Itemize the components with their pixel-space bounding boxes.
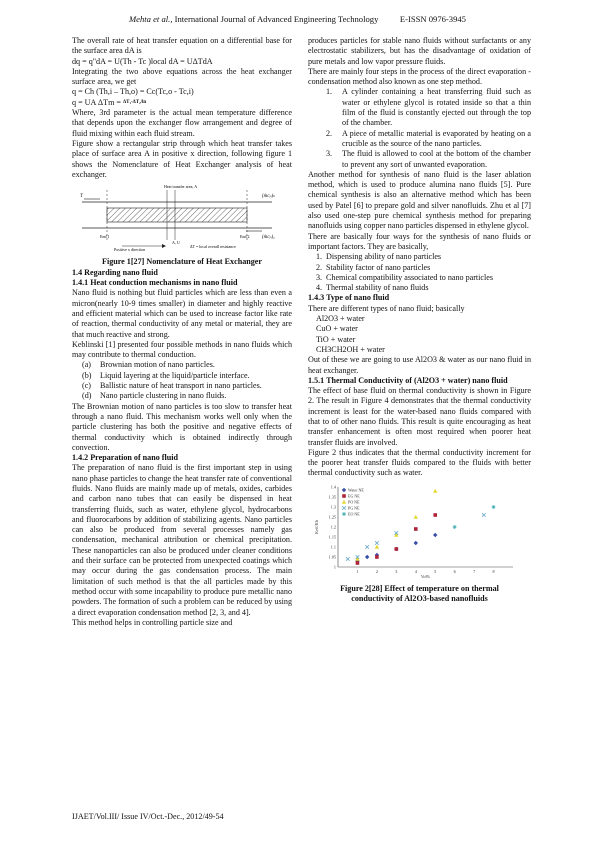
paragraph: This method helps in controlling particle size and — [72, 617, 233, 627]
paragraph: Nano fluid is nothing but fluid particles which are less than even a micron(nearly 10-9 times smaller) in diameter and highly reactive and efficient material which can be used to increase factor like rate of reaction, thermal conductivity of any metal or material, they are that much reactive and strong. — [72, 288, 292, 339]
y-tick-label: 1.15 — [328, 534, 336, 540]
subsection-heading: 1.4.2 Preparation of nano fluid — [72, 453, 178, 463]
data-point — [342, 512, 346, 516]
list-item: 1. Dispensing ability of nano particles — [316, 252, 442, 262]
list-item: 3. Chemical compatibility associated to nano particles — [316, 272, 493, 282]
equation-q: q = Ch (Th,i – Th,o) = Cc(Tc,o - Tc,i) — [72, 87, 194, 97]
figure-1-caption: Figure 1[27] Nomenclature of Heat Exchanger — [102, 257, 262, 267]
data-point — [375, 541, 379, 545]
data-point — [482, 513, 486, 517]
x-tick-label: 7 — [473, 568, 476, 574]
header-authors: Mehta et al. — [129, 14, 171, 24]
paragraph: produces particles for stable nano fluids without surfactants or any electrostatic stabilizers, but has the disadvantage of oxidation of pure metals and low vapor pressure fluids. — [308, 36, 531, 66]
x-tick-label: 6 — [453, 568, 456, 574]
svg-text:(ṁcₚ)ₕ: (ṁcₚ)ₕ — [262, 194, 276, 200]
data-point — [365, 555, 369, 559]
paragraph: Figure 2 thus indicates that the thermal conductivity increment for the poorer heat transfer fluids compared to the fluids with better thermal conductivity such as water. — [308, 447, 531, 478]
heat-exchanger-diagram — [72, 182, 292, 252]
data-point — [492, 505, 496, 509]
data-point — [433, 533, 437, 537]
subsection-heading: 1.4.3 Type of nano fluid — [308, 293, 390, 303]
paragraph: Another method for synthesis of nano fluid is the laser ablation method, which is used to produce alumina nano fluids [5]. Pure chemical synthesis is also an alternative method which has been used by Patel [6] to prepare gold and silver nanofluids. Zhu et al [7] also used one-step pure chemical synthesis method for preparing nanofluids using copper nano particles dispensed in ethylene glycol. — [308, 169, 531, 231]
paragraph: Keblinski [1] presented four possible methods in nano fluids which may contribute to thermal conduction. — [72, 339, 292, 360]
list-item: CH3CH2OH + water — [316, 344, 385, 354]
fig1-label-direction: Positive x direction — [114, 247, 146, 253]
steps-list — [308, 87, 531, 169]
subsection-heading: 1.4.1 Heat conduction mechanisms in nano fluid — [72, 278, 238, 288]
equation-dq: dq = q"dA = U(Th - Tc )local dA = UΔTdA — [72, 56, 213, 66]
paragraph: Figure show a rectangular strip through which heat transfer takes place of surface area A in positive x direction, following figure 1 shows the Nomenclature of Heat Exchanger analysis of heat exchanger. — [72, 138, 292, 179]
y-tick-label: 1.35 — [328, 494, 336, 500]
thermal-conductivity-chart — [308, 481, 531, 579]
data-point — [395, 547, 399, 551]
legend-label: PO NE — [348, 499, 360, 505]
list-item: 4. Thermal stability of nano fluids — [316, 283, 429, 293]
data-point — [346, 557, 350, 561]
x-tick-label: 3 — [395, 568, 398, 574]
figure-2-caption-line1: Figure 2[28] Effect of temperature on thermal — [340, 584, 499, 594]
legend-label: PG NE — [348, 505, 360, 511]
data-point — [365, 545, 369, 549]
running-header — [0, 14, 595, 24]
data-point — [375, 555, 379, 559]
list-item: CuO + water — [316, 324, 358, 334]
equation-fraction-glyph: ΔT₁-ΔT₂/ln — [122, 99, 147, 105]
data-point — [414, 541, 418, 545]
paragraph: There are different types of nano fluid; basically — [308, 303, 465, 313]
paragraph: There are basically four ways for the synthesis of nano fluids or important factors. They are basically, — [308, 231, 531, 251]
paragraph: Out of these we are going to use Al2O3 & water as our nano fluid in heat exchanger. — [308, 355, 531, 375]
y-tick-label: 1.3 — [330, 504, 336, 510]
y-tick-label: 1.1 — [330, 544, 336, 550]
paragraph: Integrating the two above equations across the heat exchanger surface area, we get — [72, 66, 292, 87]
header-issn: E-ISSN 0976-3945 — [399, 14, 466, 24]
paragraph: There are mainly four steps in the process of the direct evaporation - condensation method also known as one step method. — [308, 66, 531, 87]
x-tick-label: 4 — [414, 568, 417, 574]
data-point — [342, 494, 346, 498]
legend-label: EO NE — [348, 511, 360, 517]
list-item: 2. A piece of metallic material is evaporated by heating on a crucible as the source of the nano particles. — [326, 128, 531, 148]
legend-label: Water NE — [348, 487, 364, 493]
list-item: (b) Liquid layering at the liquid/particle interface. — [82, 370, 250, 380]
paragraph: Where, 3rd parameter is the actual mean temperature difference that depends upon the exchanger flow arrangement and degree of fluid mixing within each fluid stream. — [72, 108, 292, 138]
left-column — [72, 36, 292, 628]
list-item: 2. Stability factor of nano particles — [316, 262, 431, 272]
y-tick-label: 1.4 — [330, 484, 336, 490]
x-tick-label: 2 — [375, 568, 378, 574]
paragraph: The preparation of nano fluid is the first important step in using nano phase particles to change the heat transfer rate of conventional fluids. Nano fluids are mainly made up of metals, oxides, carbides and carbon nano tubes that can easily be dispensed in heat transferring fluids, such as water, ethylene glycol, hydrocarbons and fluorocarbons by addition of stabilizing agents. Nano particles can also be produced from several processes namely gas condensation, mechanical attribution or chemical precipitation. These nanoparticles can also be produced under cleaner conditions and their surface can be protected from unexpected coatings which may occur during the gas condensation process. The main limitation of such method is that the all particles made by this method occur with some incapability to produce pure metallic nano powders. The formation of such a problem can be reduced by using a direct evaporation condensation method [2, 3, and 4]. — [72, 463, 292, 617]
fig1-label-end1: End 1 — [100, 234, 110, 240]
data-point — [342, 506, 346, 510]
data-point — [375, 544, 379, 548]
fig1-label-delta: ΔT = local overall resistance — [190, 244, 236, 250]
paragraph: The Brownian motion of nano particles is too slow to transfer heat through a nano fluid. This mechanism works well only when the particle clustering has both the positive and negative effects of thermal conductivity which is obtained indirectly through convection. — [72, 401, 292, 452]
fluid-types-list — [308, 314, 531, 355]
subsection-heading: 1.5.1 Thermal Conductivity of (Al2O3 + water) nano fluid — [308, 375, 508, 385]
section-heading: 1.4 Regarding nano fluid — [72, 267, 158, 277]
list-item: TiO + water — [316, 334, 356, 344]
data-point — [356, 561, 360, 565]
data-point — [433, 488, 437, 492]
legend-label: EG NE — [348, 493, 360, 499]
list-item: Al2O3 + water — [316, 314, 365, 324]
header-journal: , International Journal of Advanced Engineering Technology — [170, 14, 379, 24]
data-point — [414, 527, 418, 531]
figure-2-caption-line2: conductivity of Al2O3-based nanofluids — [351, 594, 488, 604]
data-point — [414, 514, 418, 518]
data-point — [342, 488, 346, 492]
list-item: (c) Ballistic nature of heat transport in nano particles. — [82, 381, 262, 391]
mechanism-list — [72, 360, 292, 401]
data-point — [342, 499, 346, 503]
equation-q-ua-text: q = UA ΔTm = — [72, 97, 123, 107]
y-tick-label: 1.05 — [328, 554, 336, 560]
data-point — [433, 513, 437, 517]
page-footer: IJAET/Vol.III/ Issue IV/Oct.-Dec., 2012/49-54 — [72, 812, 224, 821]
figure-1 — [72, 182, 292, 255]
y-tick-label: 1.2 — [330, 524, 336, 530]
figure-2 — [308, 481, 531, 582]
svg-text:T: T — [80, 194, 83, 200]
list-item: 1. A cylinder containing a heat transferring fluid such as water or ethylene glycol is rotated inside so that a thin film of the fluid is constantly ejected out through the top of the chamber. — [326, 87, 531, 128]
x-axis-label: Vol% — [420, 573, 431, 579]
fig1-label-au: A, U — [172, 240, 180, 246]
equation-q-ua — [72, 98, 292, 108]
fig1-label-area: Heat transfer area, A — [164, 184, 198, 190]
fig1-label-end2: End 2 — [240, 234, 250, 240]
paragraph: The effect of base fluid on thermal conductivity is shown in Figure 2. The result in Figure 4 demonstrates that the thermal conductivity increment is least for the water-based nano fluids compared with that to of other nano fluids. This result is quite encouraging as heat transfer enhancement is often most required when poorer heat transfer fluids are involved. — [308, 386, 531, 447]
y-tick-label: 1.25 — [328, 514, 336, 520]
list-item: 3. The fluid is allowed to cool at the bottom of the chamber to prevent any sort of unwanted evaporation. — [326, 149, 531, 169]
data-point — [453, 525, 457, 529]
list-item: (a) Brownian motion of nano particles. — [82, 360, 215, 370]
svg-text:(ṁcₚ)꜀: (ṁcₚ)꜀ — [262, 235, 275, 241]
x-tick-label: 5 — [434, 568, 437, 574]
right-column — [308, 36, 531, 605]
x-tick-label: 1 — [356, 568, 359, 574]
factors-list — [308, 252, 531, 293]
y-tick-label: 1 — [333, 564, 336, 570]
x-tick-label: 8 — [492, 568, 495, 574]
y-axis-label: Keff/Kb — [314, 519, 319, 534]
paragraph: The overall rate of heat transfer equation on a differential base for the surface area dA is — [72, 36, 292, 56]
list-item: (d) Nano particle clustering in nano fluids. — [82, 391, 227, 401]
